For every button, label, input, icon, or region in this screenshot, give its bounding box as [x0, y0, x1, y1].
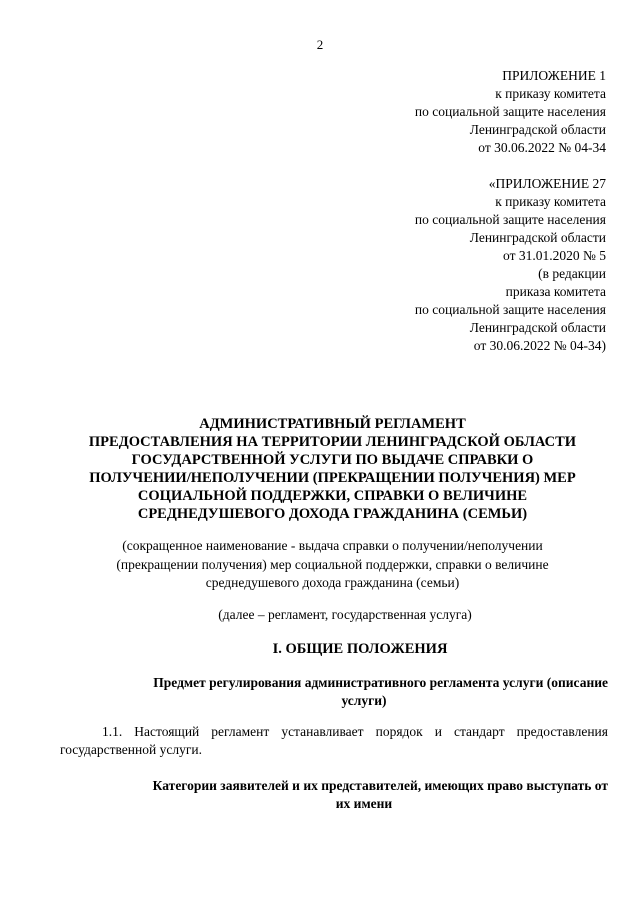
appendix-27-line: по социальной защите населения — [414, 212, 606, 227]
appendix-1-line: Ленинградской области — [469, 122, 606, 137]
document-title-line: ГОСУДАРСТВЕННОЙ УСЛУГИ ПО ВЫДАЧЕ СПРАВКИ О — [131, 452, 534, 468]
appendix-27-line: (в редакции — [538, 266, 606, 281]
section-1-heading: I. ОБЩИЕ ПОЛОЖЕНИЯ — [272, 641, 448, 657]
subheading-line: их имени — [335, 796, 393, 811]
appendix-27-header — [415, 175, 606, 355]
document-title — [60, 415, 605, 523]
appendix-27-line: «ПРИЛОЖЕНИЕ 27 — [488, 176, 606, 191]
subheading-line: Предмет регулирования административного регламента услуги (описание — [153, 675, 608, 690]
paragraph-line: 1.1. Настоящий регламент устанавливает порядок и стандарт предоставления — [102, 724, 608, 739]
short-name-line: (сокращенное наименование - выдача справки о получении/неполучении — [122, 538, 543, 553]
appendix-27-line: от 30.06.2022 № 04-34) — [473, 338, 606, 353]
appendix-27-line: приказа комитета — [505, 284, 606, 299]
appendix-27-line: к приказу комитета — [495, 194, 606, 209]
short-name-line: (прекращении получения) мер социальной поддержки, справки о величине — [116, 556, 549, 572]
short-name-note — [60, 537, 605, 593]
appendix-27-line: по социальной защите населения — [414, 302, 606, 317]
paragraph-line: государственной услуги. — [60, 742, 202, 757]
page-number: 2 — [316, 37, 324, 52]
document-title-line: ПРЕДОСТАВЛЕНИЯ НА ТЕРРИТОРИИ ЛЕНИНГРАДСКОЙ ОБЛАСТИ — [88, 434, 577, 450]
appendix-27-line: Ленинградской области — [469, 320, 606, 335]
document-title-line: СРЕДНЕДУШЕВОГО ДОХОДА ГРАЖДАНИНА (СЕМЬИ) — [137, 506, 528, 522]
subject-of-regulation-heading — [60, 674, 608, 710]
appendix-1-header — [415, 67, 606, 157]
subheading-line: Категории заявителей и их представителей, имеющих право выступать от — [152, 778, 608, 793]
paragraph-1-1 — [60, 723, 608, 759]
subheading-line: услуги) — [341, 693, 387, 708]
appendix-1-line: к приказу комитета — [495, 86, 606, 101]
appendix-1-line: ПРИЛОЖЕНИЕ 1 — [502, 68, 606, 83]
applicant-categories-heading — [60, 777, 608, 813]
appendix-27-line: Ленинградской области — [469, 230, 606, 245]
document-title-line: СОЦИАЛЬНОЙ ПОДДЕРЖКИ, СПРАВКИ О ВЕЛИЧИНЕ — [137, 488, 528, 504]
document-title-line: ПОЛУЧЕНИИ/НЕПОЛУЧЕНИИ (ПРЕКРАЩЕНИИ ПОЛУЧЕНИЯ) МЕР — [89, 470, 576, 486]
appendix-1-line: от 30.06.2022 № 04-34 — [478, 140, 606, 155]
appendix-1-line: по социальной защите населения — [414, 104, 606, 119]
document-title-line: АДМИНИСТРАТИВНЫЙ РЕГЛАМЕНТ — [199, 416, 466, 432]
further-referred-note: (далее – регламент, государственная услуга) — [218, 607, 472, 622]
appendix-27-line: от 31.01.2020 № 5 — [503, 248, 606, 263]
short-name-line: среднедушевого дохода гражданина (семьи) — [205, 575, 460, 590]
